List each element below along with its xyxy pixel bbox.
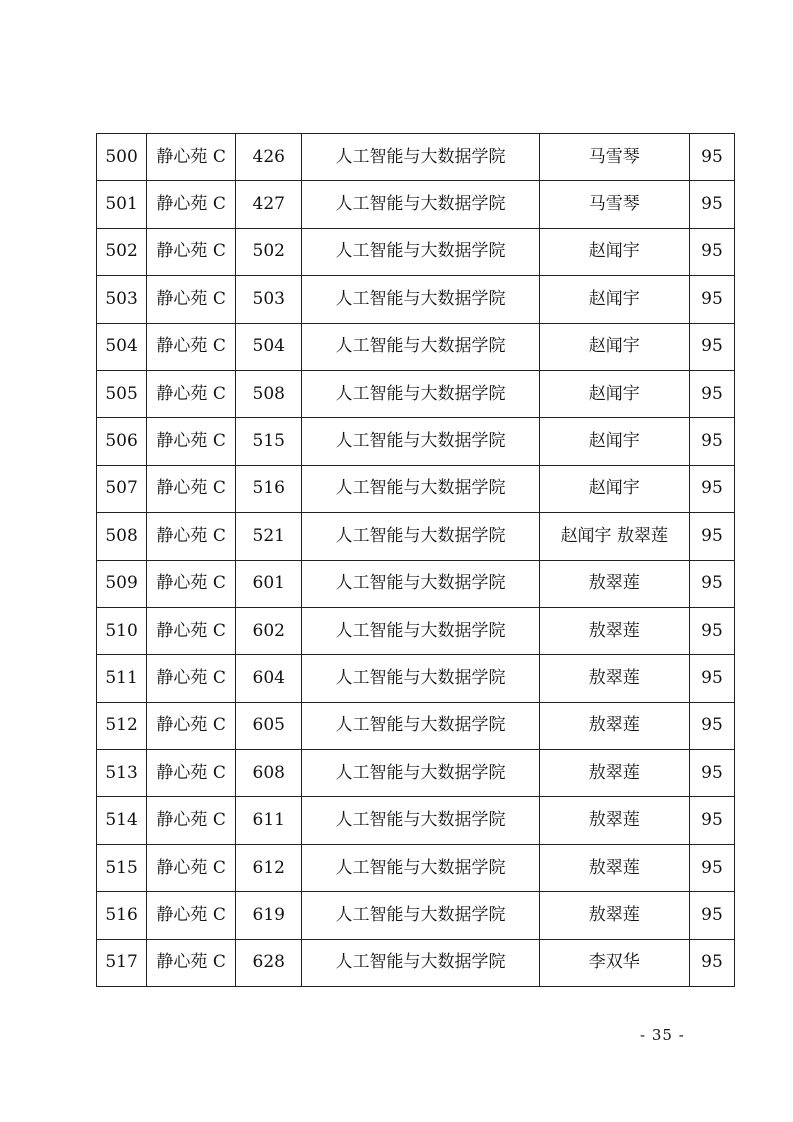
building-cell: 静心苑 C — [147, 134, 236, 181]
counselor-cell: 赵闻宇 — [539, 370, 689, 417]
counselor-cell: 赵闻宇 — [539, 228, 689, 275]
room-number-cell: 605 — [236, 702, 302, 749]
row-number-cell: 511 — [97, 655, 147, 702]
table-row — [97, 323, 735, 370]
building-cell: 静心苑 C — [147, 797, 236, 844]
table-row — [97, 465, 735, 512]
table-row — [97, 513, 735, 560]
row-number-cell: 517 — [97, 939, 147, 986]
row-number-cell: 514 — [97, 797, 147, 844]
room-number-cell: 628 — [236, 939, 302, 986]
building-cell: 静心苑 C — [147, 607, 236, 654]
building-cell: 静心苑 C — [147, 418, 236, 465]
score-cell: 95 — [689, 323, 734, 370]
counselor-cell: 敖翠莲 — [539, 844, 689, 891]
score-cell: 95 — [689, 844, 734, 891]
page-number: - 35 - — [640, 1026, 685, 1044]
college-cell: 人工智能与大数据学院 — [302, 134, 539, 181]
college-cell: 人工智能与大数据学院 — [302, 228, 539, 275]
counselor-cell: 马雪琴 — [539, 181, 689, 228]
score-cell: 95 — [689, 276, 734, 323]
score-cell: 95 — [689, 418, 734, 465]
building-cell: 静心苑 C — [147, 844, 236, 891]
score-cell: 95 — [689, 134, 734, 181]
score-cell: 95 — [689, 892, 734, 939]
college-cell: 人工智能与大数据学院 — [302, 513, 539, 560]
row-number-cell: 516 — [97, 892, 147, 939]
counselor-cell: 李双华 — [539, 939, 689, 986]
row-number-cell: 506 — [97, 418, 147, 465]
score-cell: 95 — [689, 607, 734, 654]
building-cell: 静心苑 C — [147, 465, 236, 512]
room-number-cell: 602 — [236, 607, 302, 654]
room-number-cell: 427 — [236, 181, 302, 228]
counselor-cell: 敖翠莲 — [539, 655, 689, 702]
row-number-cell: 504 — [97, 323, 147, 370]
college-cell: 人工智能与大数据学院 — [302, 892, 539, 939]
table-row — [97, 134, 735, 181]
building-cell: 静心苑 C — [147, 655, 236, 702]
score-cell: 95 — [689, 513, 734, 560]
table-row — [97, 560, 735, 607]
building-cell: 静心苑 C — [147, 750, 236, 797]
building-cell: 静心苑 C — [147, 939, 236, 986]
college-cell: 人工智能与大数据学院 — [302, 560, 539, 607]
college-cell: 人工智能与大数据学院 — [302, 844, 539, 891]
table-row — [97, 750, 735, 797]
counselor-cell: 赵闻宇 — [539, 323, 689, 370]
counselor-cell: 赵闻宇 — [539, 465, 689, 512]
row-number-cell: 500 — [97, 134, 147, 181]
row-number-cell: 501 — [97, 181, 147, 228]
dormitory-score-table — [96, 133, 735, 987]
counselor-cell: 赵闻宇 敖翠莲 — [539, 513, 689, 560]
row-number-cell: 512 — [97, 702, 147, 749]
table-row — [97, 797, 735, 844]
score-cell: 95 — [689, 560, 734, 607]
college-cell: 人工智能与大数据学院 — [302, 465, 539, 512]
score-cell: 95 — [689, 228, 734, 275]
table-body — [97, 134, 735, 987]
row-number-cell: 505 — [97, 370, 147, 417]
building-cell: 静心苑 C — [147, 323, 236, 370]
college-cell: 人工智能与大数据学院 — [302, 607, 539, 654]
college-cell: 人工智能与大数据学院 — [302, 418, 539, 465]
counselor-cell: 敖翠莲 — [539, 750, 689, 797]
college-cell: 人工智能与大数据学院 — [302, 702, 539, 749]
room-number-cell: 611 — [236, 797, 302, 844]
row-number-cell: 503 — [97, 276, 147, 323]
room-number-cell: 508 — [236, 370, 302, 417]
row-number-cell: 507 — [97, 465, 147, 512]
row-number-cell: 509 — [97, 560, 147, 607]
row-number-cell: 502 — [97, 228, 147, 275]
college-cell: 人工智能与大数据学院 — [302, 750, 539, 797]
college-cell: 人工智能与大数据学院 — [302, 323, 539, 370]
room-number-cell: 601 — [236, 560, 302, 607]
table-row — [97, 418, 735, 465]
college-cell: 人工智能与大数据学院 — [302, 181, 539, 228]
counselor-cell: 赵闻宇 — [539, 418, 689, 465]
score-cell: 95 — [689, 939, 734, 986]
counselor-cell: 敖翠莲 — [539, 560, 689, 607]
building-cell: 静心苑 C — [147, 276, 236, 323]
score-cell: 95 — [689, 655, 734, 702]
building-cell: 静心苑 C — [147, 370, 236, 417]
college-cell: 人工智能与大数据学院 — [302, 370, 539, 417]
row-number-cell: 508 — [97, 513, 147, 560]
building-cell: 静心苑 C — [147, 228, 236, 275]
room-number-cell: 521 — [236, 513, 302, 560]
score-cell: 95 — [689, 797, 734, 844]
score-cell: 95 — [689, 750, 734, 797]
building-cell: 静心苑 C — [147, 702, 236, 749]
table-row — [97, 607, 735, 654]
counselor-cell: 敖翠莲 — [539, 892, 689, 939]
table-row — [97, 939, 735, 986]
building-cell: 静心苑 C — [147, 892, 236, 939]
college-cell: 人工智能与大数据学院 — [302, 655, 539, 702]
table-row — [97, 892, 735, 939]
room-number-cell: 504 — [236, 323, 302, 370]
score-cell: 95 — [689, 702, 734, 749]
table-row — [97, 370, 735, 417]
room-number-cell: 612 — [236, 844, 302, 891]
score-cell: 95 — [689, 181, 734, 228]
room-number-cell: 608 — [236, 750, 302, 797]
room-number-cell: 516 — [236, 465, 302, 512]
room-number-cell: 604 — [236, 655, 302, 702]
table-row — [97, 228, 735, 275]
room-number-cell: 515 — [236, 418, 302, 465]
building-cell: 静心苑 C — [147, 560, 236, 607]
counselor-cell: 敖翠莲 — [539, 607, 689, 654]
counselor-cell: 敖翠莲 — [539, 797, 689, 844]
room-number-cell: 426 — [236, 134, 302, 181]
counselor-cell: 敖翠莲 — [539, 702, 689, 749]
counselor-cell: 赵闻宇 — [539, 276, 689, 323]
college-cell: 人工智能与大数据学院 — [302, 939, 539, 986]
building-cell: 静心苑 C — [147, 181, 236, 228]
college-cell: 人工智能与大数据学院 — [302, 797, 539, 844]
room-number-cell: 503 — [236, 276, 302, 323]
table-row — [97, 844, 735, 891]
college-cell: 人工智能与大数据学院 — [302, 276, 539, 323]
table-row — [97, 702, 735, 749]
table-row — [97, 181, 735, 228]
table-row — [97, 655, 735, 702]
room-number-cell: 619 — [236, 892, 302, 939]
row-number-cell: 513 — [97, 750, 147, 797]
row-number-cell: 510 — [97, 607, 147, 654]
row-number-cell: 515 — [97, 844, 147, 891]
building-cell: 静心苑 C — [147, 513, 236, 560]
table-row — [97, 276, 735, 323]
score-cell: 95 — [689, 465, 734, 512]
score-cell: 95 — [689, 370, 734, 417]
counselor-cell: 马雪琴 — [539, 134, 689, 181]
room-number-cell: 502 — [236, 228, 302, 275]
